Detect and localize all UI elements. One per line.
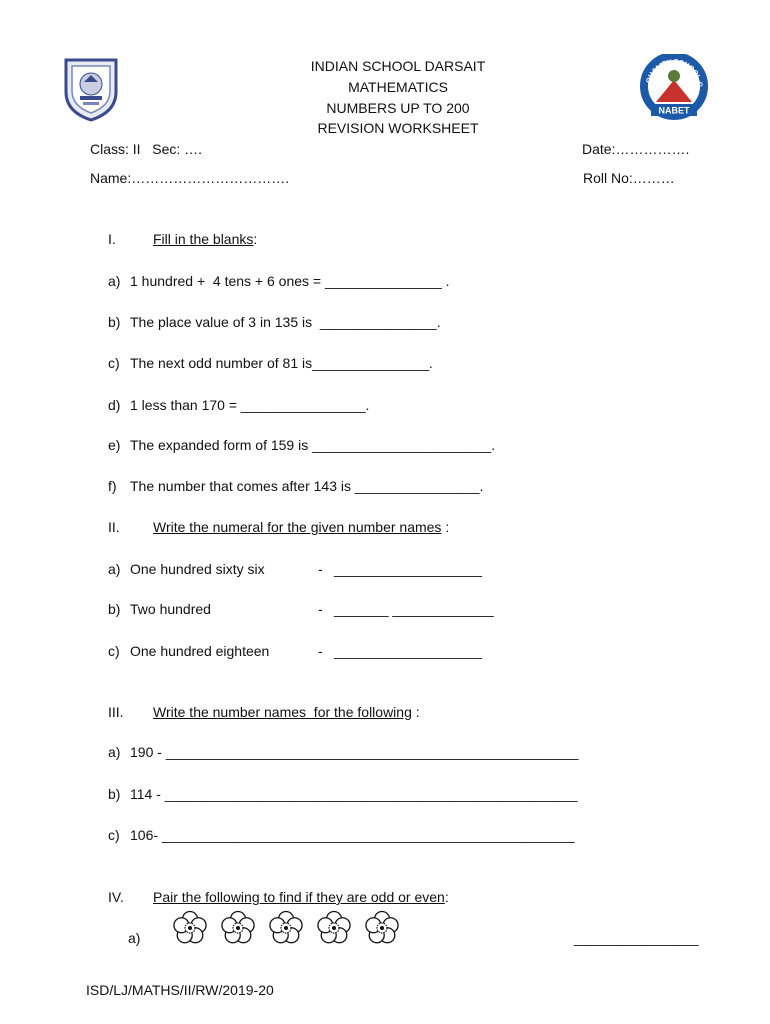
name-field: Name:……………………………. [90,170,290,186]
roll-no-field: Roll No:……… [583,170,675,186]
subject-title: MATHEMATICS [348,78,448,95]
item-label: e) [108,437,121,453]
item-label: a) [128,930,141,946]
section-2-numeral: II. [108,519,120,535]
section-4-title: Pair the following to find if they are odd or even [153,889,445,905]
worksheet-header [250,56,546,139]
section-2-heading [153,519,449,535]
answer-blank: ________________ [574,930,699,946]
number-name: Two hundred [130,601,211,617]
item-label: c) [108,643,120,659]
section-4-heading [153,889,449,905]
section-3-suffix: : [411,704,420,720]
answer-blank: ___________________ [334,643,482,659]
school-crest-logo [62,56,120,122]
nabet-ring-text: QUALITY SCHOOL G [645,58,704,88]
section-1-title: Fill in the blanks [153,231,254,247]
school-name: INDIAN SCHOOL DARSAIT [310,58,486,74]
flower-icon [172,910,208,949]
number-name: One hundred eighteen [130,643,270,659]
worksheet-type: REVISION WORKSHEET [317,120,479,137]
item-label: f) [108,478,117,494]
item-label: b) [108,314,121,330]
answer-blank: ___________________ [334,561,482,577]
flower-icon [220,910,256,949]
section-3-title: Write the number names for the following [153,704,412,720]
date-field: Date:……………. [582,141,690,157]
fill-blank-question: The number that comes after 143 is ________________. [130,478,484,494]
document-code: ISD/LJ/MATHS/II/RW/2019-20 [86,982,274,998]
section-3-numeral: III. [108,704,124,720]
fill-blank-question: 1 hundred + 4 tens + 6 ones = _______________ . [130,273,450,289]
section-4-suffix: : [444,889,449,905]
item-label: b) [108,786,121,802]
item-label: a) [108,273,121,289]
item-label: d) [108,397,121,413]
fill-blank-question: The expanded form of 159 is _______________________. [130,437,496,453]
fill-blank-question: The place value of 3 in 135 is _______________. [130,314,441,330]
number-name-line: 106- _____________________________________________________ [130,827,575,843]
number-name-line: 114 - _____________________________________________________ [130,786,578,802]
section-2-suffix: : [441,519,450,535]
class-section: Class: II Sec: …. [90,141,203,157]
number-name: One hundred sixty six [130,561,265,577]
section-1-suffix: : [253,231,258,247]
nabet-label: NABET [658,105,690,116]
fill-blank-question: The next odd number of 81 is_______________. [130,355,433,371]
flower-icon [268,910,304,949]
item-label: b) [108,601,121,617]
section-2-title: Write the numeral for the given number names [153,519,442,535]
flower-icon [364,910,400,949]
section-4-numeral: IV. [108,889,124,905]
answer-blank: _______ _____________ [334,601,494,617]
flower-icon [316,910,352,949]
item-label: a) [108,561,121,577]
dash: - [318,643,323,659]
dash: - [318,561,323,577]
topic-title: NUMBERS UP TO 200 [326,99,470,116]
nabet-logo [640,54,708,120]
item-label: c) [108,355,120,371]
item-label: a) [108,744,121,760]
number-name-line: 190 - _____________________________________________________ [130,744,579,760]
item-label: c) [108,827,120,843]
dash: - [318,601,323,617]
section-3-heading [153,704,420,720]
fill-blank-question: 1 less than 170 = ________________. [130,397,370,413]
section-1-numeral: I. [108,231,116,247]
section-1-heading [153,231,257,247]
